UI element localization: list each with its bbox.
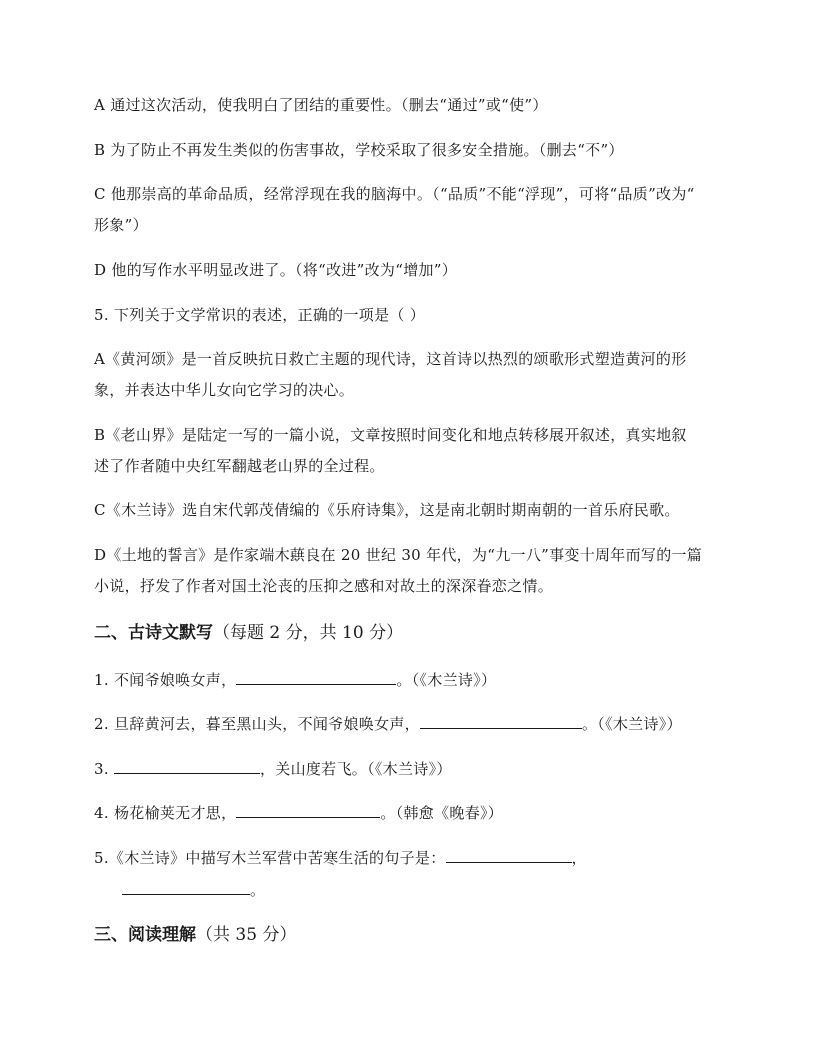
- option-a-line: A 通过这次活动，使我明白了团结的重要性。（删去“通过”或“使”）: [94, 96, 548, 114]
- dictation-q2-prefix: 2. 旦辞黄河去，暮至黑山头，不闻爷娘唤女声，: [94, 715, 420, 733]
- option-c-line-2: 形象”）: [94, 216, 148, 234]
- section-2-subtitle: （每题 2 分，共 10 分）: [213, 623, 404, 643]
- q5-option-d-line-1: D《土地的誓言》是作家端木蕻良在 20 世纪 30 年代，为“九一八”事变十周年而写的一篇: [94, 546, 703, 564]
- q5-option-b-line-2: 述了作者随中央红军翻越老山界的全过程。: [94, 457, 385, 475]
- q5-option-a-line-2: 象，并表达中华儿女向它学习的决心。: [94, 381, 355, 399]
- dictation-q3: [94, 759, 724, 779]
- dictation-q3-suffix: ，关山度若飞。（《木兰诗》）: [259, 760, 452, 778]
- answer-blank[interactable]: [236, 670, 396, 685]
- answer-blank[interactable]: [114, 759, 260, 774]
- q5-option-d-line-2: 小说，抒发了作者对国土沦丧的压抑之感和对故土的深深眷恋之情。: [94, 577, 554, 595]
- dictation-q5-prefix: 5.《木兰诗》中描写木兰军营中苦寒生活的句子是：: [94, 849, 446, 867]
- section-2-heading: [94, 622, 724, 644]
- dictation-q1-prefix: 1. 不闻爷娘唤女声，: [94, 671, 237, 689]
- dictation-q3-prefix: 3.: [94, 760, 114, 778]
- option-d-line: D 他的写作水平明显改进了。（将“改进”改为“增加”）: [94, 261, 458, 279]
- dictation-q5-suffix: 。: [250, 881, 266, 899]
- dictation-q2-suffix: 。（《木兰诗》）: [581, 715, 682, 733]
- dictation-q4-prefix: 4. 杨花榆荚无才思，: [94, 804, 237, 822]
- dictation-q5: [94, 848, 724, 868]
- answer-blank[interactable]: [236, 803, 380, 818]
- question-5-stem: 5. 下列关于文学常识的表述，正确的一项是（ ）: [94, 306, 426, 324]
- answer-blank[interactable]: [446, 848, 572, 863]
- q5-option-a-line-1: A《黄河颂》是一首反映抗日救亡主题的现代诗，这首诗以热烈的颂歌形式塑造黄河的形: [94, 350, 687, 368]
- dictation-q1: [94, 670, 724, 690]
- section-3-heading: [94, 924, 724, 946]
- option-b-line: B 为了防止不再发生类似的伤害事故，学校采取了很多安全措施。（删去“不”）: [94, 141, 624, 159]
- q5-option-c-line: C《木兰诗》选自宋代郭茂倩编的《乐府诗集》，这是南北朝时期南朝的一首乐府民歌。: [94, 501, 680, 519]
- section-3-subtitle: （共 35 分）: [196, 925, 297, 945]
- option-c-line-1: C 他那崇高的革命品质，经常浮现在我的脑海中。（“品质”不能“浮现”，可将“品质”改为“: [94, 185, 695, 203]
- dictation-q5-continued: [122, 880, 752, 900]
- dictation-q4-suffix: 。（韩愈《晚春》）: [380, 804, 504, 822]
- dictation-q2: [94, 714, 724, 734]
- dictation-q5-separator: ，: [571, 849, 587, 867]
- dictation-q4: [94, 803, 724, 823]
- answer-blank[interactable]: [122, 880, 250, 895]
- dictation-q1-suffix: 。（《木兰诗》）: [396, 671, 497, 689]
- section-2-title: 二、古诗文默写: [94, 623, 213, 643]
- q5-option-b-line-1: B《老山界》是陆定一写的一篇小说，文章按照时间变化和地点转移展开叙述，真实地叙: [94, 426, 687, 444]
- section-3-title: 三、阅读理解: [94, 925, 196, 945]
- answer-blank[interactable]: [420, 714, 582, 729]
